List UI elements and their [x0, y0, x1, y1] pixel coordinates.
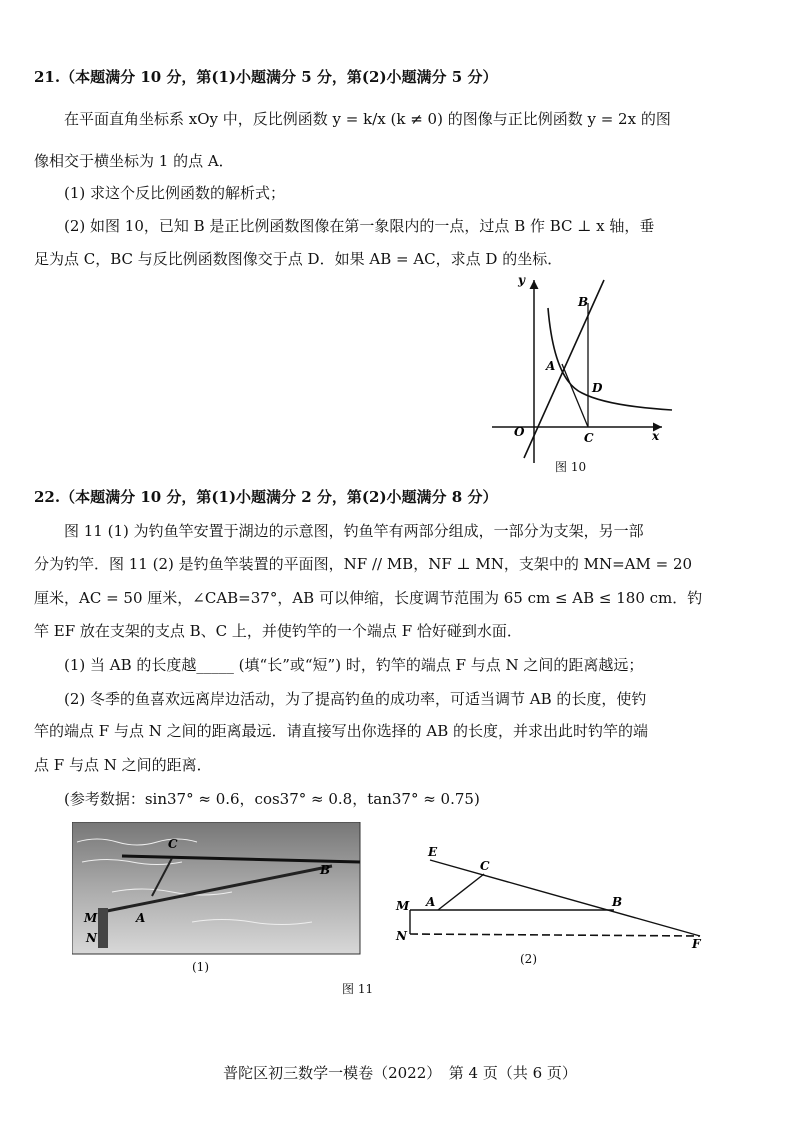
photo-caption: (1) — [192, 960, 209, 974]
q22-paragraph-line4: 竿 EF 放在支架的支点 B、C 上，并使钓竿的一个端点 F 恰好碰到水面． — [34, 622, 522, 640]
diagram-label-n: N — [396, 929, 407, 943]
q22-subquestion-2-line3: 点 F 与点 N 之间的距离． — [34, 756, 212, 774]
q22-header: 22.（本题满分 10 分，第(1)小题满分 2 分，第(2)小题满分 8 分） — [34, 488, 498, 506]
diagram-label-b: B — [612, 895, 623, 909]
q22-subquestion-2-line2: 竿的端点 F 与点 N 之间的距离最远．请直接写出你选择的 AB 的长度，并求出此时钓竿的端 — [34, 722, 649, 740]
diagram-label-c: C — [480, 859, 490, 873]
figure-10-caption: 图 10 — [555, 460, 587, 474]
label-b: B — [578, 295, 589, 309]
photo-label-a: A — [136, 911, 146, 925]
segment-ac — [562, 364, 588, 427]
segment-nf-dashed — [410, 934, 700, 936]
photo-label-b: B — [320, 863, 331, 877]
q21-subquestion-2-line1: (2) 如图 10，已知 B 是正比例函数图像在第一象限内的一点，过点 B 作 BC ⊥ x 轴，垂 — [64, 217, 655, 235]
hyperbola-curve — [548, 308, 672, 410]
segment-ac — [438, 874, 484, 910]
q21-paragraph-line1: 在平面直角坐标系 xOy 中，反比例函数 y = k/x (k ≠ 0) 的图像与正比例函数 y = 2x 的图 — [64, 110, 671, 128]
figure-10-graph — [492, 268, 682, 468]
q22-reference-data: (参考数据：sin37° ≈ 0.6，cos37° ≈ 0.8，tan37° ≈ 0.75) — [64, 790, 480, 808]
label-x: x — [652, 429, 660, 443]
label-y: y — [518, 273, 525, 287]
diagram-label-e: E — [428, 845, 438, 859]
q21-header: 21.（本题满分 10 分，第(1)小题满分 5 分，第(2)小题满分 5 分） — [34, 68, 498, 86]
q21-subquestion-2-line2: 足为点 C，BC 与反比例函数图像交于点 D．如果 AB = AC，求点 D 的坐标． — [34, 250, 563, 268]
label-o: O — [514, 425, 525, 439]
q22-paragraph-line1: 图 11 (1) 为钓鱼竿安置于湖边的示意图，钓鱼竿有两部分组成，一部分为支架，另一部 — [64, 522, 644, 540]
figure-11-caption: 图 11 — [342, 982, 374, 996]
q21-paragraph-line2: 像相交于横坐标为 1 的点 A． — [34, 152, 234, 170]
diagram-label-f: F — [692, 937, 701, 950]
diagram-caption: (2) — [520, 952, 537, 966]
label-c: C — [584, 431, 594, 445]
photo-label-n: N — [86, 931, 97, 945]
q22-subquestion-2-line1: (2) 冬季的鱼喜欢远离岸边活动，为了提高钓鱼的成功率，可适当调节 AB 的长度，使钓 — [64, 690, 647, 708]
page-footer: 普陀区初三数学一模卷（2022） 第 4 页（共 6 页） — [223, 1064, 577, 1082]
diagram-label-m: M — [396, 899, 410, 913]
q22-subquestion-1: (1) 当 AB 的长度越_____ (填“长”或“短”) 时，钓竿的端点 F 与点 N 之间的距离越远； — [64, 656, 644, 674]
q21-subquestion-1: (1) 求这个反比例函数的解析式； — [64, 184, 286, 202]
photo-label-m: M — [84, 911, 98, 925]
diagram-label-a: A — [426, 895, 436, 909]
q22-paragraph-line3: 厘米，AC = 50 厘米，∠CAB=37°，AB 可以伸缩，长度调节范围为 65 cm ≤ AB ≤ 180 cm．钓 — [34, 589, 703, 607]
figure-11-diagram — [392, 840, 712, 950]
label-a: A — [546, 359, 556, 373]
photo-label-c: C — [168, 837, 178, 851]
label-d: D — [592, 381, 603, 395]
q22-paragraph-line2: 分为钓竿．图 11 (2) 是钓鱼竿装置的平面图，NF // MB，NF ⊥ MN，支架中的 MN=AM = 20 — [34, 555, 693, 573]
rod-ef — [430, 860, 700, 936]
figure-11-photo — [72, 822, 362, 962]
rod-stand-base — [98, 908, 108, 948]
